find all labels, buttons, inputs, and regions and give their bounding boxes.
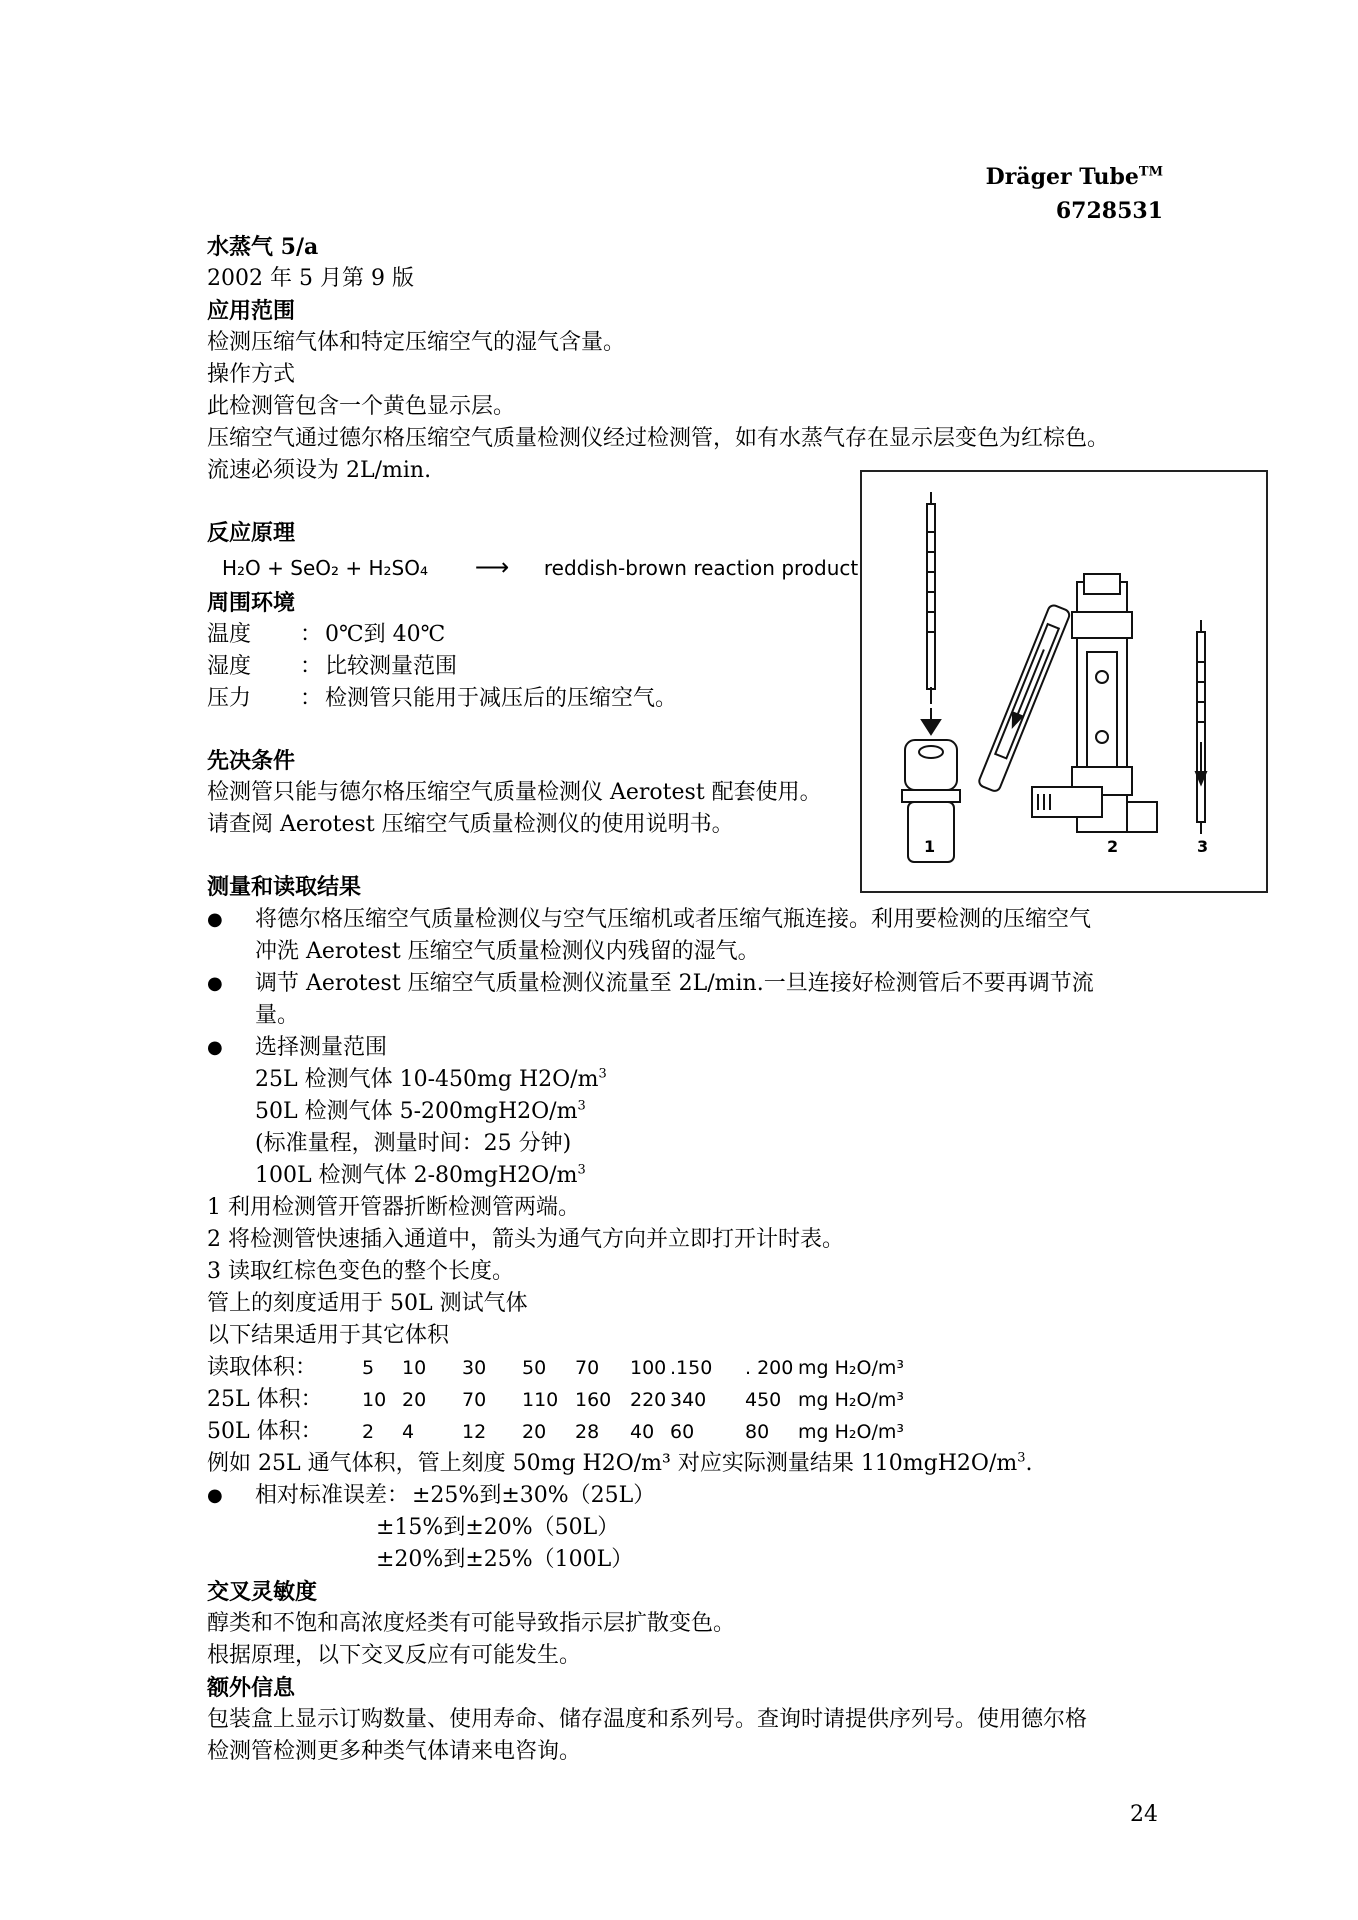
- reading-cell: 50: [522, 1357, 547, 1379]
- measurement-bullet1-line: 将德尔格压缩空气质量检测仪与空气压缩机或者压缩气瓶连接。利用要检测的压缩空气: [255, 907, 1092, 932]
- example-text: 例如 25L 通气体积，管上刻度 50mg H2O/m³ 对应实际测量结果 $110mgH2O/m^3$.: [207, 1450, 1033, 1476]
- reading-cell: 28: [575, 1421, 600, 1443]
- measurement-bullet2-line: 调节 Aerotest 压缩空气质量检测仪流量至 2L/min.一旦连接好检测管后不要再调节流: [255, 971, 1094, 996]
- prerequisite-line: 请查阅 Aerotest 压缩空气质量检测仪的使用说明书。: [207, 812, 734, 837]
- step-line: 以下结果适用于其它体积: [207, 1323, 450, 1348]
- application-text: 检测压缩气体和特定压缩空气的湿气含量。: [207, 330, 626, 355]
- section-heading-prerequisite: 先决条件: [207, 748, 296, 774]
- reading-cell: 450: [745, 1389, 782, 1411]
- cross-line: 根据原理，以下交叉反应有可能发生。: [207, 1643, 582, 1668]
- reading-cell: 10: [362, 1389, 387, 1411]
- reading-unit: mg H₂O/m³: [798, 1421, 904, 1443]
- step-line: 3 读取红棕色变色的整个长度。: [207, 1259, 514, 1284]
- error-line: ±25%到±30%（25L）: [412, 1483, 656, 1508]
- reading-cell: 80: [745, 1421, 770, 1443]
- bullet-dot: ●: [207, 1485, 223, 1506]
- range-line: 50L 检测气体 $5-200mgH2O/m^3$: [255, 1098, 586, 1124]
- extra-line: 包装盒上显示订购数量、使用寿命、储存温度和系列号。查询时请提供序列号。使用德尔格: [207, 1707, 1088, 1732]
- env-value-pressure: 检测管只能用于减压后的压缩空气。: [325, 686, 678, 711]
- reaction-formula: [222, 553, 858, 582]
- operation-line: 此检测管包含一个黄色显示层。: [207, 394, 516, 419]
- reading-unit: mg H₂O/m³: [798, 1357, 904, 1379]
- bullet-dot: ●: [207, 973, 223, 994]
- env-value-temperature: 0℃到 40℃: [325, 622, 446, 647]
- reaction-arrow: ⟶: [474, 553, 510, 581]
- reading-cell: 70: [462, 1389, 487, 1411]
- reading-cell: 340: [670, 1389, 707, 1411]
- section-heading-measurement: 测量和读取结果: [207, 874, 362, 900]
- reading-cell: 110: [522, 1389, 559, 1411]
- error-line: ±15%到±20%（50L）: [376, 1515, 620, 1540]
- reading-cell: 160: [575, 1389, 612, 1411]
- figure-label-2: 2: [1107, 837, 1119, 856]
- step-line: 2 将检测管快速插入通道中，箭头为通气方向并立即打开计时表。: [207, 1227, 844, 1252]
- section-heading-operation: 操作方式: [207, 362, 296, 387]
- env-sep: ：: [300, 654, 323, 679]
- bullet-dot: ●: [207, 1037, 223, 1058]
- measurement-bullet3-title: 选择测量范围: [255, 1035, 388, 1060]
- measurement-bullet2-line: 量。: [255, 1003, 300, 1028]
- reading-cell: 30: [462, 1357, 487, 1379]
- page-title: 水蒸气 5/a: [207, 234, 319, 260]
- range-line: (标准量程，测量时间：25 分钟): [255, 1131, 572, 1156]
- reading-row-label: 50L 体积：: [207, 1419, 323, 1444]
- reading-cell: 20: [522, 1421, 547, 1443]
- range-line: 100L 检测气体 $2-80mgH2O/m^3$: [255, 1162, 586, 1188]
- reading-cell: 100: [630, 1357, 667, 1379]
- env-sep: ：: [300, 686, 323, 711]
- reading-cell: 2: [362, 1421, 375, 1443]
- reading-cell: . 200: [745, 1357, 794, 1379]
- section-heading-environment: 周围环境: [207, 590, 296, 616]
- reading-cell: 60: [670, 1421, 695, 1443]
- apparatus-figure: [860, 470, 1268, 893]
- bullet-dot: ●: [207, 909, 223, 930]
- env-label-temperature: 温度: [207, 622, 252, 647]
- figure-label-1: 1: [924, 837, 936, 856]
- step-line: 管上的刻度适用于 50L 测试气体: [207, 1291, 528, 1316]
- measurement-bullet1-line: 冲洗 Aerotest 压缩空气质量检测仪内残留的湿气。: [255, 939, 760, 964]
- reading-cell: 70: [575, 1357, 600, 1379]
- reading-cell: 20: [402, 1389, 427, 1411]
- prerequisite-line: 检测管只能与德尔格压缩空气质量检测仪 Aerotest 配套使用。: [207, 780, 822, 805]
- reading-cell: 4: [402, 1421, 415, 1443]
- reading-row-label: 读取体积：: [207, 1355, 318, 1380]
- page-number: 24: [1130, 1802, 1158, 1827]
- reading-cell: 10: [402, 1357, 427, 1379]
- error-line: ±20%到±25%（100L）: [376, 1547, 634, 1572]
- figure-label-3: 3: [1197, 837, 1209, 856]
- header-brand: Dräger Tube™: [985, 164, 1163, 190]
- operation-line: 压缩空气通过德尔格压缩空气质量检测仪经过检测管，如有水蒸气存在显示层变色为红棕色。: [207, 426, 1110, 451]
- reading-cell: 12: [462, 1421, 487, 1443]
- section-heading-extra-info: 额外信息: [207, 1675, 296, 1701]
- cross-line: 醇类和不饱和高浓度烃类有可能导致指示层扩散变色。: [207, 1611, 736, 1636]
- reading-cell: 40: [630, 1421, 655, 1443]
- reading-cell: 5: [362, 1357, 375, 1379]
- extra-line: 检测管检测更多种类气体请来电咨询。: [207, 1739, 582, 1764]
- section-heading-cross-sensitivity: 交叉灵敏度: [207, 1579, 318, 1605]
- reading-row-label: 25L 体积：: [207, 1387, 323, 1412]
- reaction-reactants: H₂O + SeO₂ + H₂SO₄: [222, 556, 429, 580]
- env-label-pressure: 压力: [207, 686, 252, 711]
- step-line: 1 利用检测管开管器折断检测管两端。: [207, 1195, 580, 1220]
- header-code: 6728531: [1055, 198, 1163, 224]
- env-sep: ：: [300, 622, 323, 647]
- range-line: 25L 检测气体 10-450mg $H2O/m^3$: [255, 1066, 607, 1092]
- reading-unit: mg H₂O/m³: [798, 1389, 904, 1411]
- section-heading-application: 应用范围: [207, 298, 296, 324]
- operation-line: 流速必须设为 2L/min.: [207, 458, 432, 483]
- apparatus-illustration: [862, 472, 1266, 891]
- edition-text: 2002 年 5 月第 9 版: [207, 266, 414, 291]
- env-value-humidity: 比较测量范围: [325, 654, 458, 679]
- reaction-product: reddish-brown reaction product: [543, 556, 859, 580]
- error-label: 相对标准误差：: [255, 1483, 410, 1508]
- reading-cell: .150: [670, 1357, 713, 1379]
- env-label-humidity: 湿度: [207, 654, 252, 679]
- section-heading-reaction: 反应原理: [207, 520, 296, 546]
- reading-cell: 220: [630, 1389, 667, 1411]
